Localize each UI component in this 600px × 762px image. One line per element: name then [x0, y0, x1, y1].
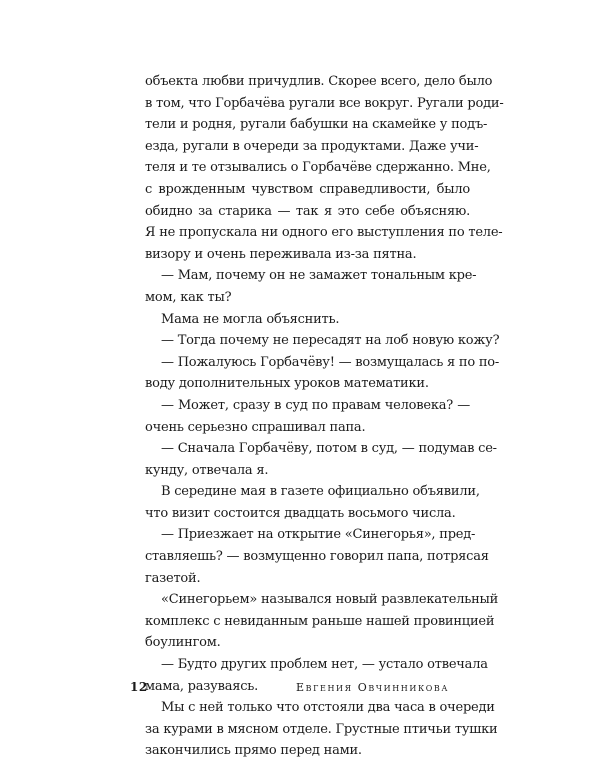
text-line: закончились прямо перед нами.	[145, 743, 362, 759]
body-text	[145, 71, 504, 762]
text-line: «Синегорьем» назывался новый развлекательный	[161, 592, 499, 608]
page-footer	[130, 680, 470, 698]
text-line: кунду, отвечала я.	[145, 462, 269, 478]
text-line: — Сначала Горбачёву, потом в суд, — подумав се-	[161, 441, 497, 457]
text-line: в том, что Горбачёва ругали все вокруг. Ругали роди-	[145, 95, 504, 111]
text-line: Я не пропускала ни одного его выступления по теле-	[145, 225, 503, 241]
text-line: — Пожалуюсь Горбачёву! — возмущалась я по по-	[161, 354, 500, 370]
text-line: — Тогда почему не пересадят на лоб новую кожу?	[161, 333, 500, 349]
text-line: Мы с ней только что отстояли два часа в очереди	[161, 700, 495, 716]
text-line: что визит состоится двадцать восьмого числа.	[145, 505, 456, 521]
text-line: Мама не могла объяснить.	[161, 311, 340, 327]
text-line: тели и родня, ругали бабушки на скамейке у подъ-	[145, 117, 488, 133]
text-line: объекта любви причудлив. Скорее всего, дело было	[145, 74, 493, 89]
text-line: теля и те отзывались о Горбачёве сдержанно. Мне,	[145, 160, 491, 176]
text-line: газетой.	[145, 570, 201, 586]
text-line: — Мам, почему он не замажет тональным кре-	[161, 268, 477, 284]
page-number: 12	[130, 680, 148, 694]
text-line: — Может, сразу в суд по правам человека? —	[161, 397, 470, 413]
text-line: за курами в мясном отделе. Грустные птичьи тушки	[145, 721, 498, 737]
text-line: — Будто других проблем нет, — устало отвечала	[161, 657, 488, 673]
text-line: мом, как ты?	[145, 289, 232, 305]
text-line: мама, разуваясь.	[145, 678, 259, 694]
running-head-author: Евгения Овчинникова	[296, 681, 450, 694]
text-line: обидно за старика — так я это себе объясняю.	[145, 203, 470, 219]
text-line: — Приезжает на открытие «Синегорья», пред-	[161, 527, 476, 543]
text-line: визору и очень переживала из-за пятна.	[145, 246, 417, 262]
text-line: ставляешь? — возмущенно говорил папа, потрясая	[145, 549, 489, 565]
text-line: с врожденным чувством справедливости, было	[145, 181, 470, 197]
text-line: очень серьезно спрашивал папа.	[145, 419, 366, 435]
text-line: боулингом.	[145, 635, 221, 651]
text-line: В середине мая в газете официально объявили,	[161, 484, 480, 500]
text-line: езда, ругали в очереди за продуктами. Даже учи-	[145, 138, 479, 154]
text-line: воду дополнительных уроков математики.	[145, 376, 429, 392]
text-line: комплекс с невиданным раньше нашей провинцией	[145, 613, 495, 629]
